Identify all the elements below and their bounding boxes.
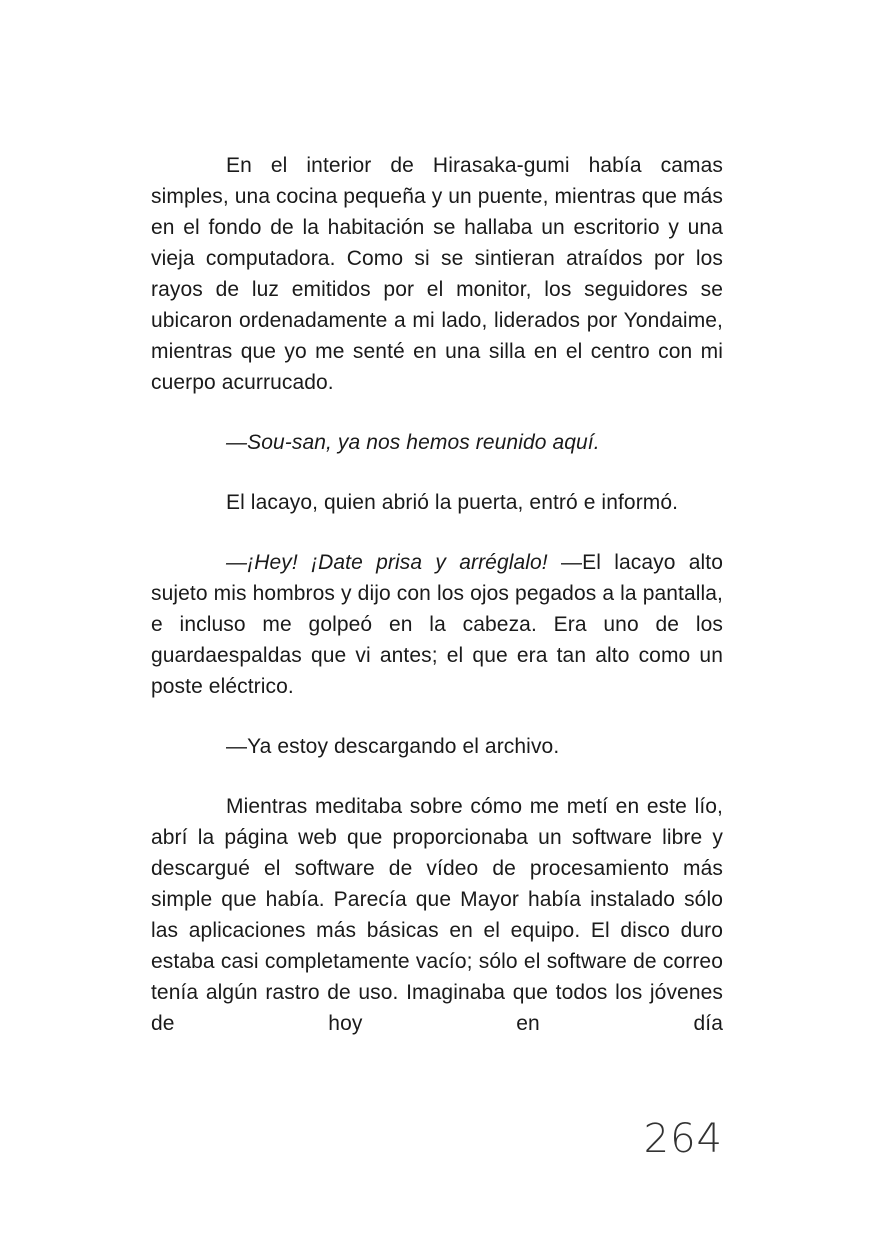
paragraph-1: En el interior de Hirasaka-gumi había camas simples, una cocina pequeña y un puente, mientras que más en el fondo de la habitación se hallaba un escritorio y una vieja computadora. Como si se sintieran atraídos por los rayos de luz emitidos por el monitor, los seguidores se ubicaron ordenadamente a mi lado, liderados por Yondaime, mientras que yo me senté en una silla en el centro con mi cuerpo acurrucado.: [151, 154, 723, 394]
paragraph-2-dialogue: —Sou-san, ya nos hemos reunido aquí.: [226, 431, 600, 454]
paragraph-4-dialogue: [151, 547, 723, 702]
page-number: 264: [643, 1116, 723, 1162]
dialogue-italic: —¡Hey! ¡Date prisa y arréglalo!: [226, 551, 548, 574]
paragraph-3: El lacayo, quien abrió la puerta, entró e informó.: [226, 491, 679, 514]
paragraph-6: Mientras meditaba sobre cómo me metí en este lío, abrí la página web que proporcionaba un software libre y descargué el software de vídeo de procesamiento más simple que había. Parecía que Mayor había instalado sólo las aplicaciones más básicas en el equipo. El disco duro estaba casi completamente vacío; sólo el software de correo tenía algún rastro de uso. Imaginaba que todos los jóvenes de hoy en día: [151, 795, 723, 1035]
dialogue-narration: —El lacayo alto sujeto mis hombros y dijo con los ojos pegados a la pantalla, e incluso me golpeó en la cabeza. Era uno de los guardaespaldas que vi antes; el que era tan alto como un poste eléctrico.: [151, 551, 723, 698]
body-text: [151, 150, 723, 1039]
paragraph-5-dialogue: —Ya estoy descargando el archivo.: [226, 735, 560, 758]
